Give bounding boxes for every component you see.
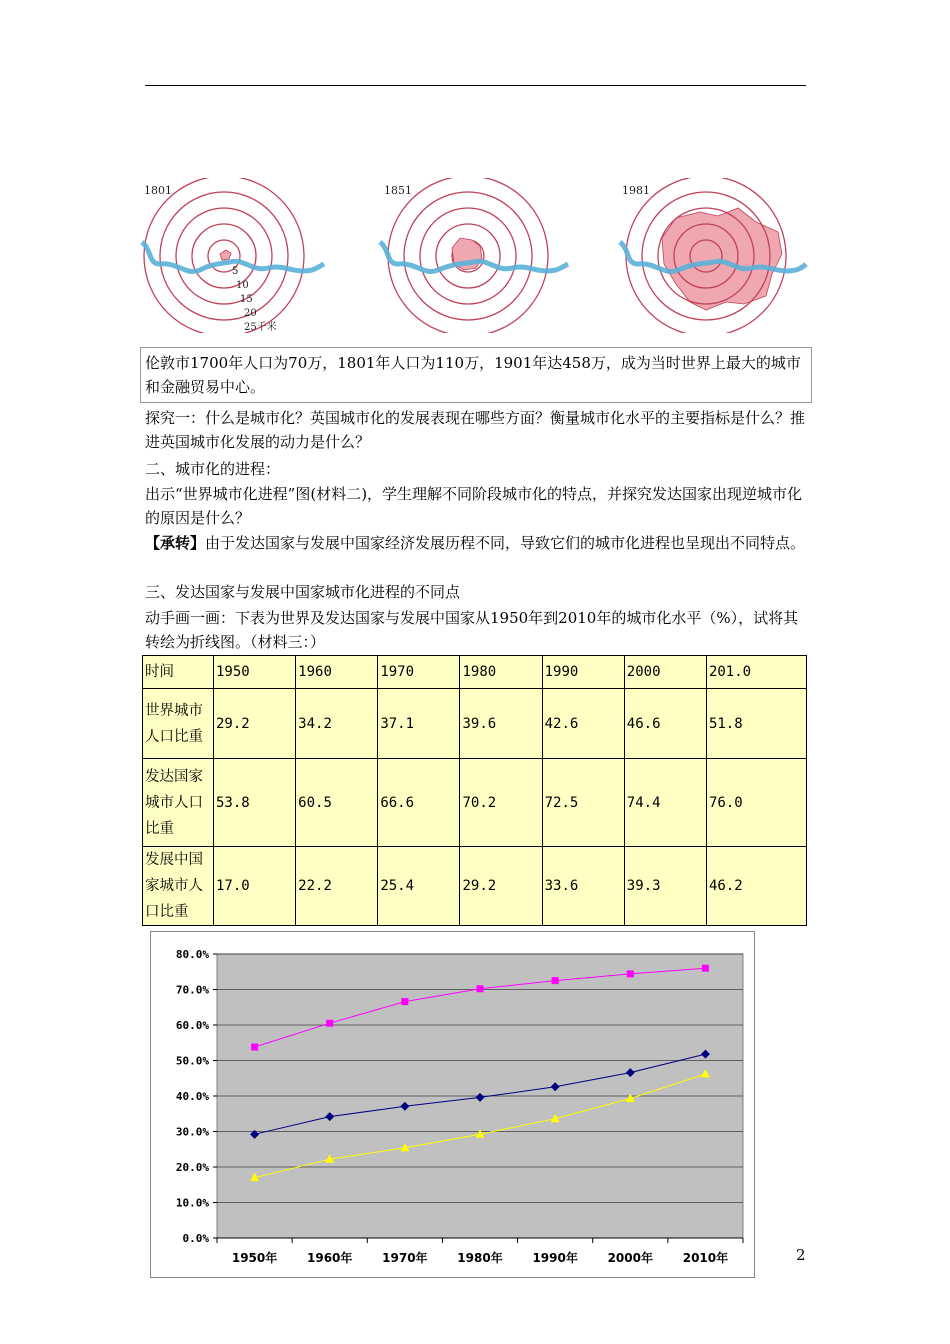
draw-instruction: 动手画一画：下表为世界及发达国家与发展中国家从1950年到2010年的城市化水平（%），试将其转绘为折线图。（材料三：） [145,609,799,651]
table-header-row [143,656,807,689]
table-cell: 39.3 [624,847,706,926]
table-row [143,759,807,847]
y-tick-label: 70.0% [175,983,209,997]
row-label: 发展中国家城市人口比重 [143,847,214,926]
row-label: 发达国家城市人口比重 [143,759,214,847]
data-point [251,1044,258,1051]
map-year-label: 1981 [622,184,650,197]
table-cell: 72.5 [542,759,624,847]
map-year-label: 1851 [384,184,412,197]
ring-label-10: 10 [236,280,249,291]
x-tick-label: 2010年 [682,1251,729,1265]
data-point [326,1020,333,1027]
x-tick-label: 1990年 [532,1251,578,1265]
table-cell: 70.2 [460,759,542,847]
table-cell: 33.6 [542,847,624,926]
london-maps [138,178,808,333]
y-tick-label: 60.0% [175,1019,209,1032]
data-point [627,970,634,977]
london-population-note [140,347,812,403]
transition-label: 【承转】 [145,534,206,552]
table-header-cell: 时间 [143,656,214,689]
table-cell: 46.6 [624,689,706,759]
table-header-cell: 2000 [624,656,706,689]
transition-text: 由于发达国家与发展中国家经济发展历程不同，导致它们的城市化进程也呈现出不同特点。 [205,534,806,552]
map-1981 [620,178,806,333]
table-header-cell: 1970 [378,656,460,689]
y-tick-label: 20.0% [175,1161,209,1174]
x-tick-label: 1950年 [231,1251,278,1265]
data-point [552,977,559,984]
table-cell: 25.4 [378,847,460,926]
table-cell: 29.2 [460,847,542,926]
table-cell: 74.4 [624,759,706,847]
map-1801 [142,178,324,333]
transition-paragraph [145,531,813,555]
y-tick-label: 40.0% [175,1090,209,1103]
y-tick-label: 0.0% [182,1232,209,1245]
table-row [143,689,807,759]
paragraph-material-2: 出示“世界城市化进程”图(材料二)，学生理解不同阶段城市化的特点，并探究发达国家出现逆城市化的原因是什么？ [145,485,803,527]
map-year-label: 1801 [144,184,172,197]
table-cell: 22.2 [296,847,378,926]
x-tick-label: 1960年 [307,1251,353,1265]
ring-label-25: 25千米 [244,322,277,333]
table-header-cell: 1960 [296,656,378,689]
page-number: 2 [796,1246,806,1264]
table-cell: 46.2 [706,847,806,926]
data-point [477,985,484,992]
data-point [401,998,408,1005]
table-cell: 51.8 [706,689,806,759]
table-header-cell: 201.0 [706,656,806,689]
table-cell: 37.1 [378,689,460,759]
note-text: 伦敦市1700年人口为70万，1801年人口为110万，1901年达458万，成为当时世界上最大的城市和金融贸易中心。 [145,354,801,396]
table-row [143,847,807,926]
x-tick-label: 1980年 [457,1251,503,1265]
table-cell: 42.6 [542,689,624,759]
table-cell: 17.0 [214,847,296,926]
ring-label-15: 15 [240,294,253,305]
y-tick-label: 30.0% [175,1125,209,1139]
inquiry-one: 探究一：什么是城市化？英国城市化的发展表现在哪些方面？衡量城市化水平的主要指标是什么？推进英国城市化发展的动力是什么？ [145,409,806,451]
table-cell: 76.0 [706,759,806,847]
section-heading-2: 二、城市化的进程： [145,460,281,478]
data-point [702,965,709,972]
table-cell: 29.2 [214,689,296,759]
y-tick-label: 10.0% [175,1196,209,1210]
table-cell: 39.6 [460,689,542,759]
urbanization-line-chart [150,931,755,1278]
y-tick-label: 80.0% [175,948,209,961]
table-header-cell: 1980 [460,656,542,689]
header-rule [145,85,806,86]
chart-svg [151,932,754,1277]
table-cell: 60.5 [296,759,378,847]
row-label: 世界城市人口比重 [143,689,214,759]
table-cell: 34.2 [296,689,378,759]
x-tick-label: 2000年 [607,1251,653,1265]
section-heading-3: 三、发达国家与发展中国家城市化进程的不同点 [145,583,461,601]
table-cell: 66.6 [378,759,460,847]
y-tick-label: 50.0% [175,1054,209,1068]
ring-label-5: 5 [232,266,239,277]
table-header-cell: 1990 [542,656,624,689]
map-1851 [380,178,568,333]
table-cell: 53.8 [214,759,296,847]
urbanization-table [142,655,807,926]
table-header-cell: 1950 [214,656,296,689]
x-tick-label: 1970年 [382,1251,428,1265]
ring-label-20: 20 [244,308,257,319]
